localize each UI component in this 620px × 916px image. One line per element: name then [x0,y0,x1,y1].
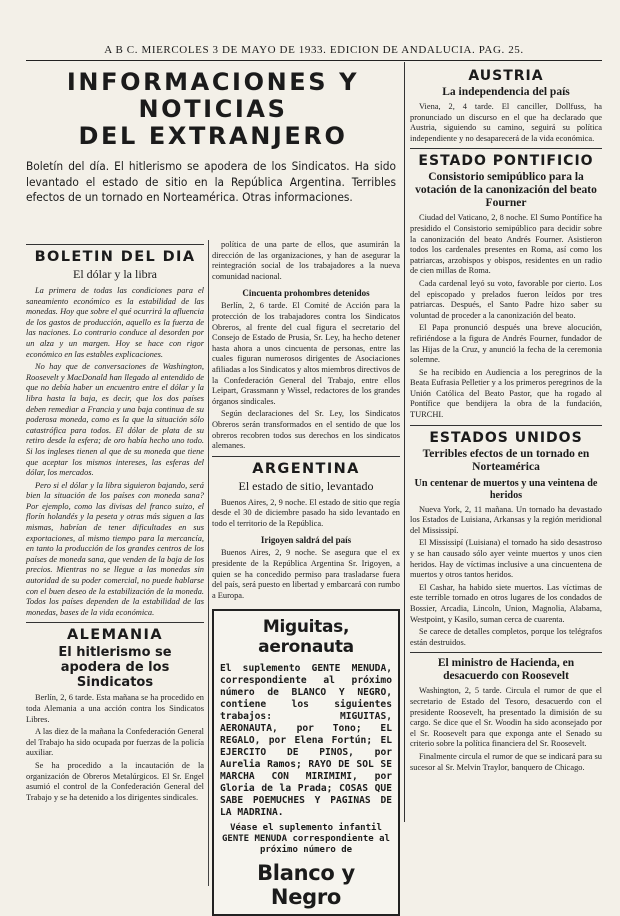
boletin-subheading: El dólar y la libra [73,267,157,281]
pontificio-paragraph: Cada cardenal leyó su voto, favorable por cierto. Los del episcopado y prelados fueron leídos por tres patriarcas. Después, el Santo Padre hizo saber su voluntad de proceder a la canonización del beato. [410,278,602,320]
main-title-line2: DEL EXTRANJERO [78,122,348,150]
eeuu-paragraph: Nueva York, 2, 11 mañana. Un tornado ha devastado los Estados de Luisiana, Arkansas y la región meridional del Mississipí. [410,504,602,535]
divider [410,148,602,149]
alemania-paragraph: A las diez de la mañana la Confederación General del Trabajo ha sido ocupada por fuerzas de la policía auxiliar. [26,727,204,758]
alemania-subheading: El hitlerismo se apodera de los Sindicatos [58,645,172,691]
ad-body: El suplemento GENTE MENUDA, correspondiente al próximo número de BLANCO Y NEGRO, contiene los siguientes trabajos: MIGUITAS, AERONAUTA, por Tono; EL REGALO, por Elena Fortún; EL EJERCITO DE PINOS, por Aurelia Ramos; RAYO DE SOL SE MARCHA CON MIRIMIMI, por Gloria de la Prada; COSAS QUE SABE POEMUCHES Y PAGINAS DE LA MADRINA. [220,663,392,819]
boletin-paragraph: No hay que de conversaciones de Washington, Roosevelt y MacDonald han llegado al entendido de que no debía haber un encuentro entre el dólar y la libra hasta la baja, es decir, que los dos países deben remediar a Francia y una baja continua de su poderosa moneda, como es la que la situación sólo catastrófica para todos. El dólar de plata de su retiro desde la esfera; de oro había hecho uno todo. Si los ingleses tienen al que de su moneda que tiene que aceptar los mismos intereses, las esferas del dólar, los mercados. [26,362,204,478]
column-divider [404,62,405,822]
inner-column-divider [208,240,209,886]
divider [410,425,602,426]
hacienda-paragraph: Washington, 2, 5 tarde. Circula el rumor de que el secretario de Estado del Tesoro, desacuerdo con el presidente Roosevelt, ha presentado la dimisión de su cargo. Se dice que el Sr. Woodin ha sido aconsejado por el Sr. Roosevelt para que exponga ante el Senado su criterio sobre la política financiera del Sr. Roosevelt. [410,686,602,749]
argentina-heading: ARGENTINA [252,460,360,477]
divider [410,652,602,653]
main-title [26,69,400,150]
eeuu-caption: Un centenar de muertos y una veintena de heridos [414,477,598,501]
argentina-paragraph: Buenos Aires, 2, 9 noche. El estado de sitio que regía desde el 30 de diciembre pasado ha sido levantado en todo el territorio de la República. [212,497,400,528]
section-summary: Boletín del día. El hitlerismo se apodera de los Sindicatos. Ha sido levantado el estado de sitio en la República Argentina. Terribles efectos de un tornado en Norteamérica. Otras informaciones. [26,159,396,204]
main-section [26,64,400,910]
pontificio-paragraph: El Papa pronunció después una breve alocución, refiriéndose a la figura de Andrés Fourner, fundador de las Hijas de la Cruz, y anunció la fecha de la ceremonia solemne. [410,323,602,365]
hacienda-heading: El ministro de Hacienda, en desacuerdo con Roosevelt [437,657,575,683]
detenidos-paragraph: Según declaraciones del Sr. Ley, los Sindicatos Obreros serán transformados en el sentido de que los obreros recobren todos sus derechos en los sindicatos alemanes. [212,409,400,451]
divider [212,456,400,457]
pontificio-subheading: Consistorio semipúblico para la votación de la canonización del beato Fourner [415,171,597,210]
eeuu-heading: ESTADOS UNIDOS [429,429,583,446]
alemania-paragraph: Berlín, 2, 6 tarde. Esta mañana se ha procedido en toda Alemania a una acción contra los Sindicatos Libres. [26,693,204,724]
column-boletin [26,240,204,805]
advertisement-box [212,609,400,916]
alemania-paragraph: Se ha procedido a la incautación de la organización de Obreros Metalúrgicos. El Sr. Engel asumió el control de la Confederación General del Trabajo y se ha detenido a los dirigentes sindicales. [26,760,204,802]
pontificio-paragraph: Ciudad del Vaticano, 2, 8 noche. El Sumo Pontífice ha presidido el Consistorio semipúblico para decidir sobre la canonización del beato Andrés Fourner. Asistieron todos los cardenales presentes en Roma, así como los patriarcas, arzobispos y obispos, residentes en un radio de cien millas de Roma. [410,213,602,276]
detenidos-caption: Cincuenta prohombres detenidos [242,288,370,299]
header-rule [26,60,602,61]
detenidos-paragraph: Berlín, 2, 6 tarde. El Comité de Acción para la protección de los trabajadores contra los Sindicatos Obreros, al frente del cual figura el secretario del Consejo de Estado de Prusia, Sr. Ley, ha hecho detener hasta ahora a unos cincuenta de personas, entre las cuales figuran numerosos dirigentes de Asociaciones afiliadas a los Sindicatos y altos miembros directivos de la Confederación General del Trabajo, entre ellos Leipart, Grassmann y Wissel, redactores de los grandes órganos sindicales. [212,301,400,406]
page-header: A B C. MIERCOLES 3 DE MAYO DE 1933. EDICION DE ANDALUCIA. PAG. 25. [104,44,524,56]
hacienda-paragraph: Finalmente circula el rumor de que se indicará para su sucesor al Sr. Melvin Traylor, banquero de Chicago. [410,751,602,772]
divider [26,244,204,245]
right-column [410,64,602,775]
boletin-paragraph: Pero si el dólar y la libra siguieron bajando, será bien la situación de los países con moneda sana? Por ejemplo, como las divisas del franco suizo, el florín holandés y la peseta y otras más siguen a las mismas, habrían de tener dificultades en sus exportaciones, al mismo tiempo para la mercancía, en tanto la producción de los grandes centros de los países de moneda sana, que venden de la baja de los precios. Mientras no se llegue a las monedas sin autoridad de su poder comercial, no puede hablarse con el buen deseo de la estabilización de la moneda. Todos los países dependen de la estabilidad de las monedas, bases de la vida económica. [26,480,204,617]
newspaper-page [26,0,602,910]
boletin-heading: BOLETIN DEL DIA [34,249,196,265]
divider [26,622,204,623]
eeuu-paragraph: El Mississipí (Luisiana) el tornado ha sido desastroso y se han causado sólo ayer veinte muertos y unos cien heridos. Hay de víctimas inclusive a una cincuentena de muertos y otros tantos heridos. [410,538,602,580]
argentina-subheading: El estado de sitio, levantado [238,478,374,493]
column-second [212,240,400,916]
pontificio-heading: ESTADO PONTIFICIO [418,153,594,170]
irigoyen-caption: Irigoyen saldrá del país [260,535,352,546]
ad-footer: Véase el suplemento infantil GENTE MENUDA correspondiente al próximo número de [222,823,390,856]
main-title-line1: INFORMACIONES Y NOTICIAS [66,68,360,123]
eeuu-subheading: Terribles efectos de un tornado en Norteamérica [422,447,590,473]
boletin-paragraph: La primera de todas las condiciones para el saneamiento económico es la estabilidad de las monedas. Hoy que sobre el qué ocurrirá la afluencia de los gastos de producción, aquello es la fuerza de las naciones. Lo contrario conduce al desorden por un alza y un margen. Hoy se hace con rigor económico en las estables explicaciones. [26,286,204,359]
eeuu-paragraph: Se carece de detalles completos, porque los telégrafos están destruidos. [410,627,602,647]
sindicatos-paragraph: política de una parte de ellos, que asumirán la dirección de las organizaciones, y han de asegurar la reintegración social de los trabajadores a la nueva comunidad nacional. [212,240,400,281]
austria-paragraph: Viena, 2, 4 tarde. El canciller, Dollfuss, ha pronunciado un discurso en el que ha declarado que Austria, siguiendo su camino, seguirá su política independiente y no desaparecerá de la vida económica. [410,102,602,143]
alemania-heading: ALEMANIA [67,627,163,644]
ad-title: Miguitas, aeronauta [258,617,354,658]
pontificio-paragraph: Se ha recibido en Audiencia a los peregrinos de la Beata Eufrasia Pelletier y a los primeros peregrinos de la Unión Católica del Beato Pastor, que ha rogado al Pontífice que bendijera la obra de la fundación, TURCHI. [410,367,602,420]
irigoyen-paragraph: Buenos Aires, 2, 9 noche. Se asegura que el ex presidente de la República Argentina Sr. Irigoyen, a quien se ha concedido permiso para trasladarse fuera del país, será puesto en libertad y embarcará con rumbo a Europa. [212,548,400,600]
austria-heading: AUSTRIA [468,68,544,84]
eeuu-paragraph: El Cashar, ha habido siete muertos. Las víctimas de este terrible tornado en otros lugares de los condados de Bossier, Arcadia, Lincoln, Union, Magnolia, Alabama, Westpoint, y Kasilo, suman cerca de cuarenta. [410,582,602,624]
ad-brand: Blanco y Negro [257,861,355,910]
austria-subheading: La independencia del país [442,86,570,98]
